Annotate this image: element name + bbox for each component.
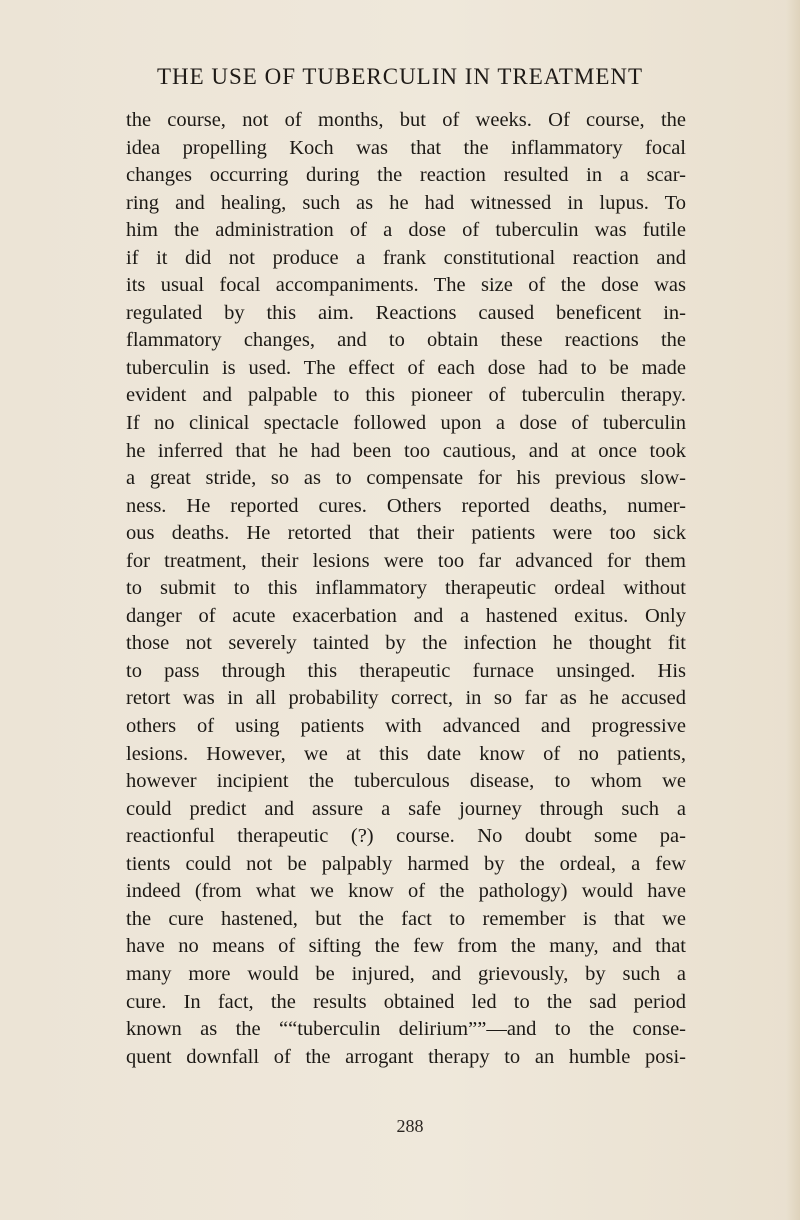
text-line: for treatment, their lesions were too far advanced for them [126, 549, 686, 572]
text-line: its usual focal accompaniments. The size of the dose was [126, 274, 686, 297]
text-line: tuberculin is used. The effect of each dose had to be made [126, 356, 686, 379]
text-line: others of using patients with advanced and progressive [126, 715, 686, 738]
text-line: the course, not of months, but of weeks. Of course, the [126, 109, 686, 131]
text-line: he inferred that he had been too cautious, and at once took [126, 439, 686, 462]
text-line: quent downfall of the arrogant therapy to an humble posi- [126, 1045, 686, 1068]
text-line: cure. In fact, the results obtained led to the sad period [126, 990, 686, 1013]
text-line: regulated by this aim. Reactions caused beneficent in- [126, 301, 686, 324]
text-line: the cure hastened, but the fact to remember is that we [126, 907, 686, 930]
page-edge-shadow [786, 0, 800, 1220]
text-line: could predict and assure a safe journey through such a [126, 797, 686, 820]
text-line: lesions. However, we at this date know of no patients, [126, 742, 686, 765]
text-line: ness. He reported cures. Others reported deaths, numer- [126, 494, 686, 517]
text-line: danger of acute exacerbation and a hastened exitus. Only [126, 604, 686, 627]
text-line: have no means of sifting the few from the many, and that [126, 935, 686, 958]
text-line: a great stride, so as to compensate for his previous slow- [126, 467, 686, 490]
text-line: ous deaths. He retorted that their patients were too sick [126, 522, 686, 545]
text-line: however incipient the tuberculous disease, to whom we [126, 770, 686, 793]
text-line: many more would be injured, and grievously, by such a [126, 962, 686, 985]
text-line: those not severely tainted by the infection he thought fit [126, 632, 686, 655]
text-line: him the administration of a dose of tuberculin was futile [126, 219, 686, 242]
text-line: indeed (from what we know of the pathology) would have [126, 880, 686, 903]
text-line: tients could not be palpably harmed by the ordeal, a few [126, 852, 686, 875]
text-line: if it did not produce a frank constitutional reaction and [126, 246, 686, 269]
text-line: to submit to this inflammatory therapeutic ordeal without [126, 577, 686, 600]
text-line: ring and healing, such as he had witnessed in lupus. To [126, 191, 686, 214]
text-line: retort was in all probability correct, in so far as he accused [126, 687, 686, 710]
text-line: evident and palpable to this pioneer of tuberculin therapy. [126, 384, 686, 407]
page-number: 288 [396, 1116, 424, 1136]
text-line: If no clinical spectacle followed upon a dose of tuberculin [126, 412, 686, 435]
text-line: to pass through this therapeutic furnace unsinged. His [126, 659, 686, 682]
text-line: idea propelling Koch was that the inflammatory focal [126, 136, 686, 159]
text-line: flammatory changes, and to obtain these reactions the [126, 329, 686, 352]
running-head: THE USE OF TUBERCULIN IN TREATMENT [156, 64, 644, 89]
text-line: changes occurring during the reaction resulted in a scar- [126, 164, 686, 187]
text-line: reactionful therapeutic (?) course. No doubt some pa- [126, 825, 686, 848]
body-text [126, 107, 686, 1071]
text-line: known as the ““tuberculin delirium””—and to the conse- [126, 1018, 686, 1041]
